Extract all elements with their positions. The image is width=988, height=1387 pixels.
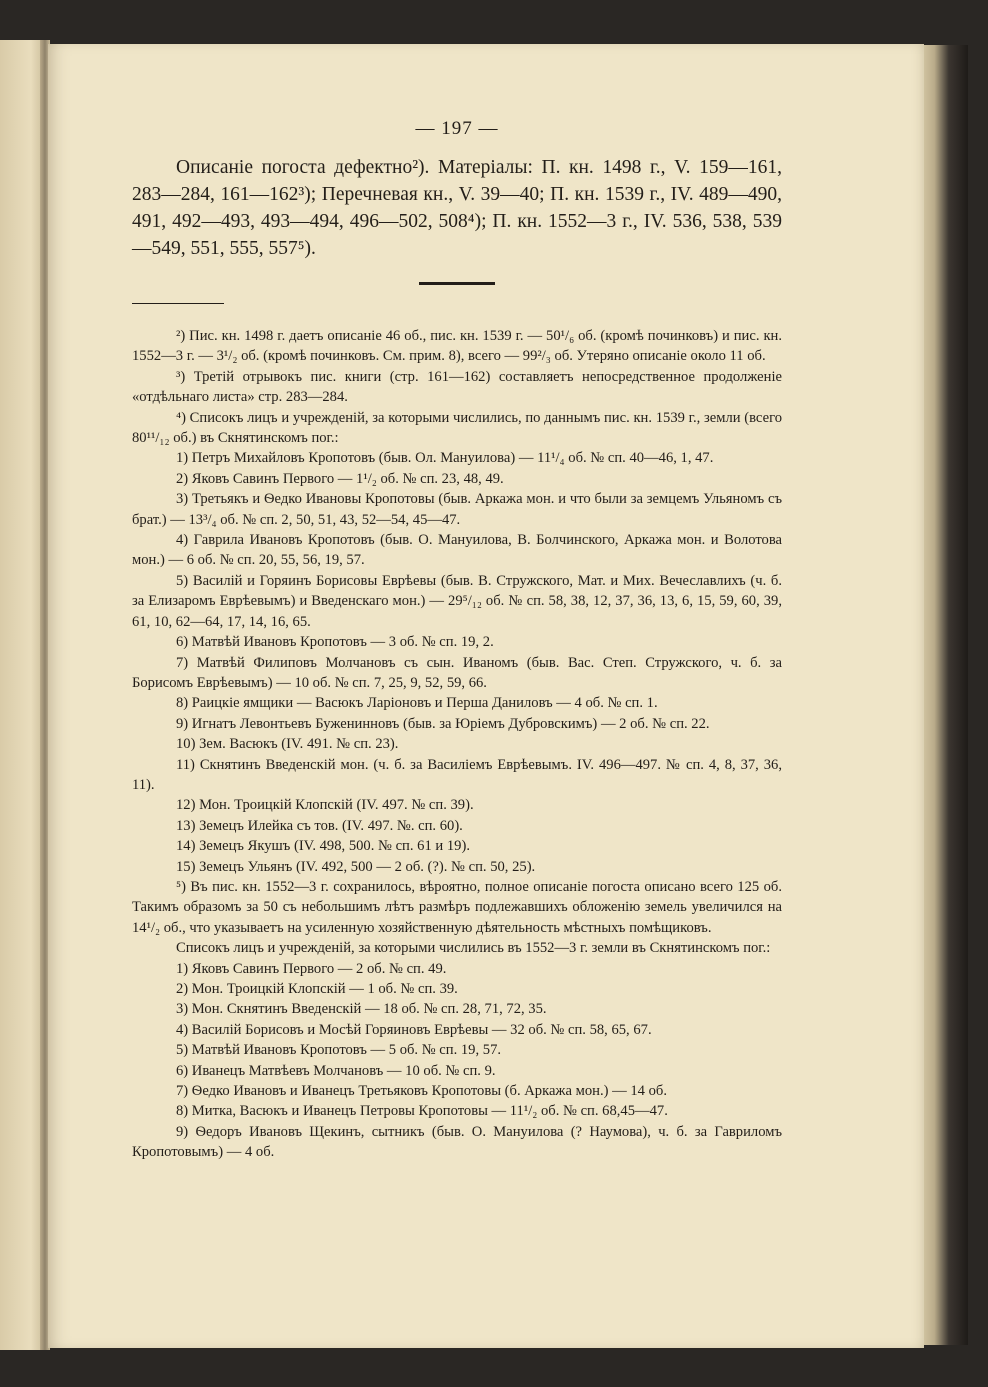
list-item: 5) Василiй и Горяинъ Борисовы Еврѣевы (быв. В. Стружского, Мат. и Мих. Вечеславлихъ (ч. б. за Елизаромъ Еврѣевымъ) и Введенскаго мон.) — 29⁵/₁₂ об. № сп. 58, 38, 12, 37, 36, 13, 6, 15, 59, 60, 39, 61, 10, 62—64, 17, 14, 16, 65. [132, 572, 782, 630]
footnote-5-list [132, 959, 782, 1163]
footnote-5-list-intro: Списокъ лицъ и учрежденiй, за которыми числились въ 1552—3 г. земли въ Скнятинскомъ пог.: [176, 940, 771, 957]
list-item: 14) Земецъ Якушъ (IV. 498, 500. № сп. 61 и 19). [176, 838, 470, 855]
left-page-edge [0, 40, 44, 1350]
list-item: 7) Ѳедко Ивановъ и Иванецъ Третьяковъ Кропотовы (б. Аркажа мон.) — 14 об. [176, 1083, 667, 1100]
list-item: 9) Игнатъ Левонтьевъ Буженинновъ (быв. за Юрiемъ Дубровскимъ) — 2 об. № сп. 22. [176, 715, 710, 732]
list-item: 3) Третьякъ и Ѳедко Ивановы Кропотовы (быв. Аркажа мон. и что были за земцемъ Ульяномъ съ брат.) — 13³/₄ об. № сп. 2, 50, 51, 43, 52—54, 45—47. [132, 491, 782, 528]
list-item: 12) Мон. Троицкiй Клопскiй (IV. 497. № сп. 39). [176, 797, 474, 814]
main-paragraph: Описанiе погоста дефектно²). Матерiалы: П. кн. 1498 г., V. 159—161, 283—284, 161—162³); Перечневая кн., V. 39—40; П. кн. 1539 г., IV. 489—490, 491, 492—493, 493—494, 496—502, 508⁴); П. кн. 1552—3 г., IV. 536, 538, 539—549, 551, 555, 557⁵). [132, 157, 782, 259]
footnote-divider [132, 303, 224, 304]
page-number: — 197 — [415, 118, 499, 139]
list-item: 13) Земецъ Илейка съ тов. (IV. 497. №. сп. 60). [176, 817, 463, 834]
list-item: 6) Иванецъ Матвѣевъ Молчановъ — 10 об. № сп. 9. [176, 1062, 496, 1079]
footnote-3: ³) Третiй отрывокъ пис. книги (стр. 161—162) составляетъ непосредственное продолженiе «отдѣльнаго листа» стр. 283—284. [132, 368, 782, 406]
list-item: 2) Яковъ Савинъ Первого — 1¹/₂ об. № сп. 23, 48, 49. [176, 470, 504, 487]
footnotes [132, 326, 782, 1163]
list-item: 6) Матвѣй Ивановъ Кропотовъ — 3 об. № сп. 19, 2. [176, 634, 494, 651]
list-item: 4) Гаврила Ивановъ Кропотовъ (быв. О. Мануилова, В. Болчинского, Аркажа мон. и Волотова мон.) — 6 об. № сп. 20, 55, 56, 19, 57. [132, 532, 782, 569]
footnote-2: ²) Пис. кн. 1498 г. даетъ описанiе 46 об., пис. кн. 1539 г. — 50¹/₆ об. (кромѣ починковъ) и пис. кн. 1552—3 г. — 3¹/₂ об. (кромѣ починковъ. См. прим. 8), всего — 99²/₃ об. Утеряно описанiе около 11 об. [132, 328, 782, 365]
book-cover-edge [920, 45, 968, 1345]
footnote-4-intro: ⁴) Списокъ лицъ и учрежденiй, за которыми числились, по даннымъ пис. кн. 1539 г., земли (всего 80¹¹/₁₂ об.) въ Скнятинскомъ пог.: [132, 409, 782, 447]
list-item: 3) Мон. Скнятинъ Введенскiй — 18 об. № сп. 28, 71, 72, 35. [176, 1001, 547, 1018]
list-item: 8) Раицкiе ямщики — Васюкъ Ларiоновъ и Перша Даниловъ — 4 об. № сп. 1. [176, 695, 658, 712]
list-item: 2) Мон. Троицкiй Клопскiй — 1 об. № сп. 39. [176, 981, 458, 997]
list-item: 9) Ѳедоръ Ивановъ Щекинъ, сытникъ (быв. О. Мануилова (? Наумова), ч. б. за Гавриломъ Кропотовымъ) — 4 об. [132, 1123, 782, 1161]
list-item: 15) Земецъ Ульянъ (IV. 492, 500 — 2 об. (?). № сп. 50, 25). [176, 858, 536, 875]
footnote-5-intro: ⁵) Въ пис. кн. 1552—3 г. сохранилось, вѣроятно, полное описанiе погоста описано всего 125 об. Такимъ образомъ за 50 съ небольшимъ лѣтъ размѣръ подлежавшихъ обложенiю земель увеличился на 14¹/₂ об., что указываетъ на усиленную хозяйственную дѣятельность мѣстныхъ помѣщиковъ. [132, 878, 782, 936]
list-item: 10) Зем. Васюкъ (IV. 491. № сп. 23). [176, 736, 399, 753]
page-content [132, 118, 782, 1163]
list-item: 1) Петръ Михайловъ Кропотовъ (быв. Ол. Мануилова) — 11¹/₄ об. № сп. 40—46, 1, 47. [176, 450, 714, 467]
list-item: 7) Матвѣй Филиповъ Молчановъ съ сын. Иваномъ (быв. Вас. Степ. Стружского, ч. б. за Борисомъ Еврѣевымъ) — 10 об. № сп. 7, 25, 9, 52, 59, 66. [132, 654, 782, 691]
section-divider [419, 282, 495, 285]
book-page [48, 44, 924, 1348]
list-item: 5) Матвѣй Ивановъ Кропотовъ — 5 об. № сп. 19, 57. [176, 1042, 502, 1059]
list-item: 1) Яковъ Савинъ Первого — 2 об. № сп. 49. [176, 960, 447, 977]
footnote-4-list [132, 448, 782, 877]
list-item: 8) Митка, Васюкъ и Иванецъ Петровы Кропотовы — 11¹/₂ об. № сп. 68,45—47. [176, 1103, 668, 1120]
list-item: 4) Василiй Борисовъ и Мосѣй Горяиновъ Еврѣевы — 32 об. № сп. 58, 65, 67. [176, 1021, 652, 1038]
list-item: 11) Скнятинъ Введенскiй мон. (ч. б. за Василiемъ Еврѣевымъ. IV. 496—497. № сп. 4, 8, 37, 36, 11). [132, 756, 782, 793]
